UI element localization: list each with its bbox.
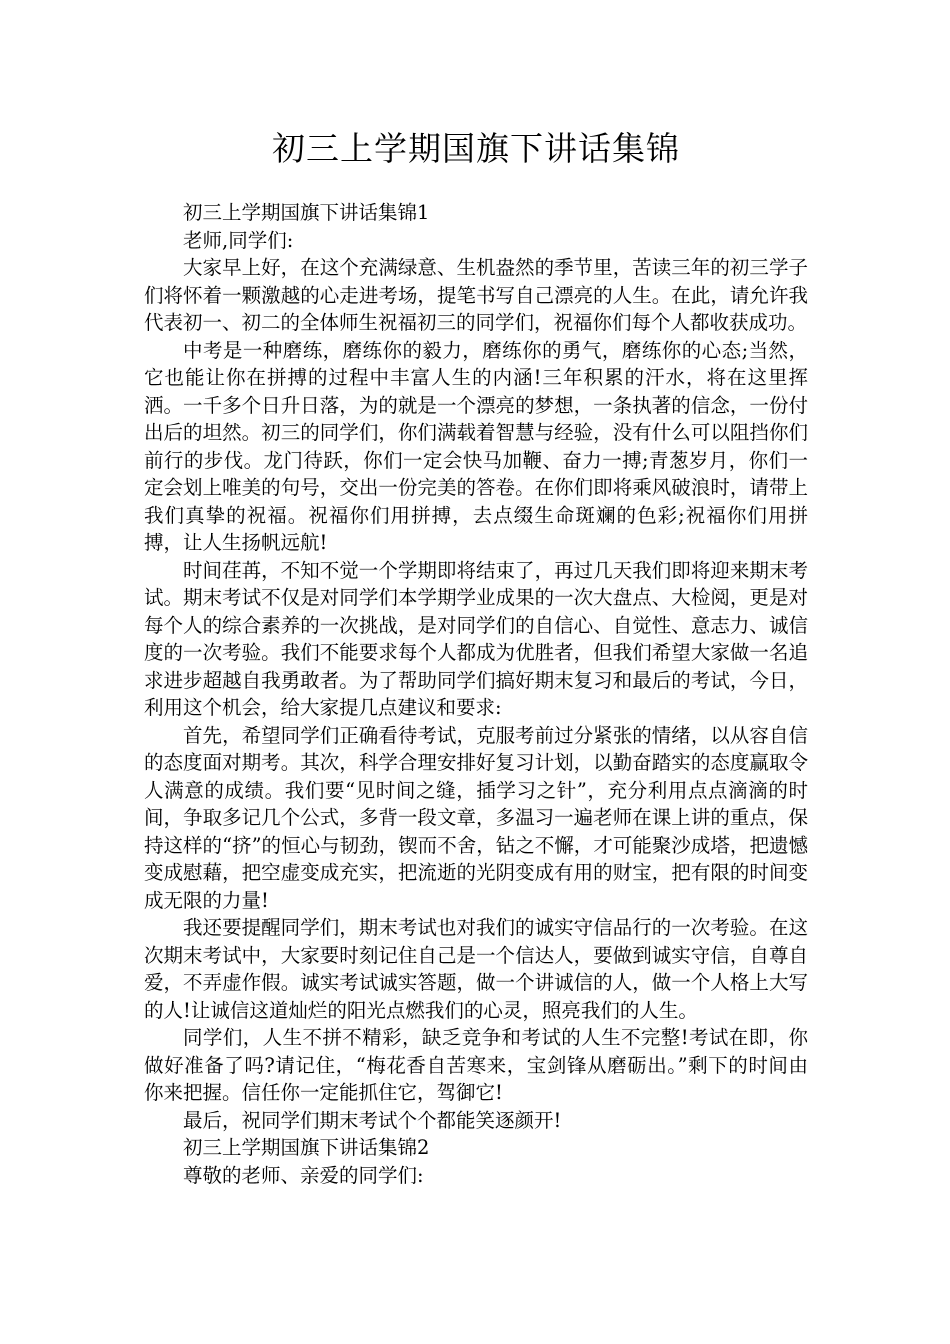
- section-2-heading: 初三上学期国旗下讲话集锦2: [183, 1136, 430, 1159]
- document-title: 初三上学期国旗下讲话集锦: [272, 129, 680, 168]
- section-1-greeting: 老师,同学们:: [183, 228, 294, 252]
- section-1-closing: 最后，祝同学们期末考试个个都能笑逐颜开!: [183, 1108, 562, 1132]
- section-1-paragraph-5: 我还要提醒同学们，期末考试也对我们的诚实守信品行的一次考验。在这次期末考试中，大家要时刻记住自己是一个信达人，要做到诚实守信，自尊自爱，不弄虚作假。诚实考试诚实答题，做一个讲诚信的人，做一个人格上大写的人!让诚信这道灿烂的阳光点燃我们的心灵，照亮我们的人生。: [144, 916, 808, 1022]
- section-1-paragraph-1: 大家早上好，在这个充满绿意、生机盎然的季节里，苦读三年的初三学子们将怀着一颗激越的心走进考场，提笔书写自己漂亮的人生。在此，请允许我代表初一、初二的全体师生祝福初三的同学们，祝福你们每个人都收获成功。: [144, 256, 808, 334]
- section-1-paragraph-3: 时间荏苒，不知不觉一个学期即将结束了，再过几天我们即将迎来期末考试。期末考试不仅是对同学们本学期学业成果的一次大盘点、大检阅，更是对每个人的综合素养的一次挑战，是对同学们的自信心、自觉性、意志力、诚信度的一次考验。我们不能要求每个人都成为优胜者，但我们希望大家做一名追求进步超越自我勇敢者。为了帮助同学们搞好期末复习和最后的考试，今日，利用这个机会，给大家提几点建议和要求:: [144, 558, 808, 719]
- document-page: [144, 0, 808, 1189]
- section-1-paragraph-6: 同学们，人生不拼不精彩，缺乏竞争和考试的人生不完整!考试在即，你做好准备了吗?请记住，“梅花香自苦寒来，宝剑锋从磨砺出。”剩下的时间由你来把握。信任你一定能抓住它，驾御它!: [144, 1026, 808, 1104]
- section-1-heading: 初三上学期国旗下讲话集锦1: [183, 201, 430, 224]
- section-1-paragraph-2: 中考是一种磨练，磨练你的毅力，磨练你的勇气，磨练你的心态;当然，它也能让你在拼搏的过程中丰富人生的内涵!三年积累的汗水，将在这里挥洒。一千多个日升日落，为的就是一个漂亮的梦想，一条执著的信念，一份付出后的坦然。初三的同学们，你们满载着智慧与经验，没有什么可以阻挡你们前行的步伐。龙门待跃，你们一定会快马加鞭、奋力一搏;青葱岁月，你们一定会划上唯美的句号，交出一份完美的答卷。在你们即将乘风破浪时，请带上我们真挚的祝福。祝福你们用拼搏，去点缀生命斑斓的色彩;祝福你们用拼搏，让人生扬帆远航!: [144, 338, 808, 554]
- document-body: [144, 199, 808, 1189]
- section-1-paragraph-4: 首先，希望同学们正确看待考试，克服考前过分紧张的情绪，以从容自信的态度面对期考。其次，科学合理安排好复习计划，以勤奋踏实的态度赢取令人满意的成绩。我们要“见时间之缝，插学习之针”，充分利用点点滴滴的时间，争取多记几个公式，多背一段文章，多温习一遍老师在课上讲的重点，保持这样的“挤”的恒心与韧劲，锲而不舍，钻之不懈，才可能聚沙成塔，把遗憾变成慰藉，把空虚变成充实，把流逝的光阴变成有用的财宝，把有限的时间变成无限的力量!: [144, 723, 808, 912]
- section-2-greeting: 尊敬的老师、亲爱的同学们:: [183, 1163, 424, 1187]
